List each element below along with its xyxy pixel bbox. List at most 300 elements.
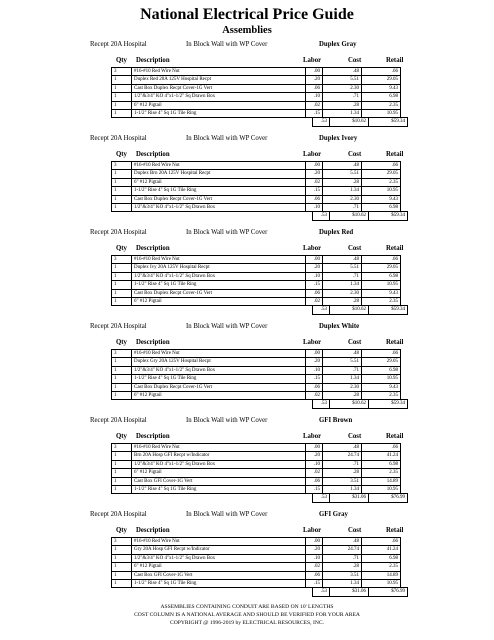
item-qty: 1 (112, 486, 132, 494)
total-retail: $76.99 (369, 588, 408, 596)
item-retail: 2.35 (362, 392, 401, 400)
item-cost: .28 (323, 298, 362, 306)
item-retail: 2.35 (362, 469, 401, 477)
item-cost: 1.34 (323, 375, 362, 383)
item-retail: 29.05 (362, 170, 401, 178)
assembly-mount: In Block Wall with WP Cover (186, 511, 268, 518)
table-row (112, 477, 401, 485)
column-header-labor: Labor (303, 57, 322, 64)
table-row (112, 460, 401, 468)
assembly-header (0, 415, 494, 426)
item-labor: .06 (306, 84, 323, 92)
item-labor: .20 (306, 546, 323, 554)
table-row (112, 178, 401, 186)
column-header-retail: Retail (386, 151, 404, 158)
total-retail: $76.99 (369, 494, 408, 502)
total-cost: $31.06 (330, 494, 369, 502)
item-qty: 1 (112, 204, 132, 212)
footer (0, 603, 494, 627)
total-cost: $31.06 (330, 588, 369, 596)
item-qty: 1 (112, 392, 132, 400)
column-headers (0, 150, 494, 160)
item-retail: 6.98 (362, 272, 401, 280)
item-description: Duplex Ivy 20A 125V Hospital Recpt (132, 264, 306, 272)
item-retail: 10.95 (362, 580, 401, 588)
assembly-header (0, 509, 494, 520)
footer-line-2: COST COLUMN IS A NATIONAL AVERAGE AND SHOULD BE VERIFIED FOR YOUR AREA (134, 612, 360, 618)
item-labor: .15 (306, 375, 323, 383)
item-cost: .71 (323, 366, 362, 374)
item-cost: .71 (323, 204, 362, 212)
item-qty: 1 (112, 460, 132, 468)
column-headers (0, 526, 494, 536)
items-table (111, 349, 401, 400)
item-cost: .71 (323, 272, 362, 280)
table-row (112, 68, 401, 76)
assembly-type: Duplex Red (319, 229, 354, 236)
table-row (112, 84, 401, 92)
totals-row (312, 399, 408, 408)
item-description: #16-#10 Red Wire Nut (132, 444, 306, 452)
item-qty: 1 (112, 298, 132, 306)
assembly-type: GFI Brown (319, 417, 353, 424)
table-row (112, 101, 401, 109)
table-row (112, 93, 401, 101)
item-labor: .20 (306, 76, 323, 84)
item-retail: 6.98 (362, 554, 401, 562)
column-header-cost: Cost (348, 527, 362, 534)
item-qty: 1 (112, 110, 132, 118)
item-labor: .02 (306, 101, 323, 109)
total-retail: $59.34 (369, 306, 408, 314)
item-description: #16-#10 Red Wire Nut (132, 256, 306, 264)
column-header-qty: Qty (116, 433, 127, 440)
total-labor: .53 (313, 118, 330, 126)
table-row (112, 264, 401, 272)
column-header-description: Description (136, 57, 170, 64)
item-labor: .02 (306, 469, 323, 477)
column-header-labor: Labor (303, 527, 322, 534)
column-header-labor: Labor (303, 339, 322, 346)
item-qty: 1 (112, 101, 132, 109)
item-description: #16-#10 Red Wire Nut (132, 68, 306, 76)
item-qty: 1 (112, 289, 132, 297)
item-cost: 1.34 (323, 187, 362, 195)
totals-row (312, 117, 408, 126)
item-retail: 10.95 (362, 110, 401, 118)
item-labor: .06 (306, 571, 323, 579)
item-retail: 29.05 (362, 358, 401, 366)
item-retail: 6.98 (362, 460, 401, 468)
table-row (112, 272, 401, 280)
item-labor: .00 (306, 256, 323, 264)
column-header-qty: Qty (116, 57, 127, 64)
item-cost: 5.51 (323, 170, 362, 178)
item-labor: .00 (306, 68, 323, 76)
item-retail: 14.89 (362, 477, 401, 485)
assembly-type: Duplex Gray (319, 41, 357, 48)
item-cost: .71 (323, 460, 362, 468)
item-description: 1/2"&3/4" KO 4"x1-1/2" Sq Drawn Box (132, 554, 306, 562)
item-retail: 10.95 (362, 486, 401, 494)
item-qty: 1 (112, 178, 132, 186)
item-labor: .15 (306, 110, 323, 118)
item-retail: .66 (362, 68, 401, 76)
item-retail: 9.43 (362, 383, 401, 391)
table-row (112, 554, 401, 562)
totals-row (312, 587, 408, 596)
item-cost: 5.51 (323, 358, 362, 366)
item-qty: 1 (112, 170, 132, 178)
assembly-mount: In Block Wall with WP Cover (186, 135, 268, 142)
assembly-location: Recept 20A Hospital (90, 229, 147, 236)
item-cost: 1.34 (323, 486, 362, 494)
item-labor: .20 (306, 358, 323, 366)
item-labor: .06 (306, 477, 323, 485)
item-cost: 2.30 (323, 195, 362, 203)
table-row (112, 350, 401, 358)
page-title: National Electrical Price Guide (140, 6, 354, 23)
assembly-mount: In Block Wall with WP Cover (186, 323, 268, 330)
item-retail: 10.95 (362, 281, 401, 289)
item-labor: .10 (306, 460, 323, 468)
item-labor: .00 (306, 538, 323, 546)
column-header-retail: Retail (386, 433, 404, 440)
total-cost: $10.62 (330, 118, 369, 126)
item-cost: 3.51 (323, 477, 362, 485)
item-labor: .10 (306, 272, 323, 280)
item-cost: 1.34 (323, 110, 362, 118)
column-headers (0, 56, 494, 66)
column-header-qty: Qty (116, 527, 127, 534)
item-retail: 6.98 (362, 204, 401, 212)
item-qty: 1 (112, 187, 132, 195)
item-retail: 10.95 (362, 375, 401, 383)
item-qty: 1 (112, 375, 132, 383)
item-qty: 1 (112, 84, 132, 92)
item-description: Duplex Gry 20A 125V Hospital Recpt (132, 358, 306, 366)
item-cost: 1.34 (323, 580, 362, 588)
item-description: Cast Box GFI Cover-1G Vert (132, 477, 306, 485)
item-retail: 2.35 (362, 101, 401, 109)
table-row (112, 281, 401, 289)
item-description: Cast Box Duplex Recpt Cover-1G Vert (132, 383, 306, 391)
item-cost: 3.51 (323, 571, 362, 579)
assembly-section (0, 321, 494, 407)
item-cost: 1.34 (323, 281, 362, 289)
item-qty: 3 (112, 68, 132, 76)
item-description: 1-1/2" Rise 4" Sq 1G Tile Ring (132, 187, 306, 195)
item-labor: .00 (306, 444, 323, 452)
item-retail: 9.43 (362, 84, 401, 92)
column-header-qty: Qty (116, 339, 127, 346)
column-header-labor: Labor (303, 151, 322, 158)
table-row (112, 546, 401, 554)
item-description: 1-1/2" Rise 4" Sq 1G Tile Ring (132, 281, 306, 289)
item-qty: 1 (112, 358, 132, 366)
total-labor: .53 (313, 494, 330, 502)
item-cost: 2.30 (323, 383, 362, 391)
assembly-location: Recept 20A Hospital (90, 135, 147, 142)
item-qty: 1 (112, 366, 132, 374)
totals-row (312, 305, 408, 314)
item-qty: 3 (112, 162, 132, 170)
table-row (112, 383, 401, 391)
item-cost: .28 (323, 563, 362, 571)
column-header-cost: Cost (348, 433, 362, 440)
column-header-description: Description (136, 151, 170, 158)
item-description: #16-#10 Red Wire Nut (132, 538, 306, 546)
item-qty: 1 (112, 76, 132, 84)
assembly-location: Recept 20A Hospital (90, 323, 147, 330)
item-description: #16-#10 Red Wire Nut (132, 350, 306, 358)
item-cost: .28 (323, 101, 362, 109)
item-description: 6" #12 Pigtail (132, 298, 306, 306)
assembly-mount: In Block Wall with WP Cover (186, 229, 268, 236)
table-row (112, 187, 401, 195)
item-description: 1/2"&3/4" KO 4"x1-1/2" Sq Drawn Box (132, 460, 306, 468)
assembly-section (0, 133, 494, 219)
assembly-location: Recept 20A Hospital (90, 417, 147, 424)
item-qty: 1 (112, 281, 132, 289)
assembly-section (0, 39, 494, 125)
item-qty: 3 (112, 350, 132, 358)
assembly-section (0, 509, 494, 595)
column-header-description: Description (136, 245, 170, 252)
item-description: 6" #12 Pigtail (132, 563, 306, 571)
column-header-cost: Cost (348, 151, 362, 158)
footer-line-1: ASSEMBLIES CONTAINING CONDUIT ARE BASED ON 10' LENGTHS (160, 604, 334, 610)
item-description: 1/2"&3/4" KO 4"x1-1/2" Sq Drawn Box (132, 204, 306, 212)
assembly-header (0, 227, 494, 238)
item-cost: 24.74 (323, 452, 362, 460)
item-retail: 14.89 (362, 571, 401, 579)
table-row (112, 162, 401, 170)
item-labor: .06 (306, 383, 323, 391)
item-labor: .10 (306, 204, 323, 212)
item-cost: 2.30 (323, 289, 362, 297)
assembly-type: Duplex Ivory (319, 135, 358, 142)
item-qty: 1 (112, 546, 132, 554)
items-table (111, 537, 401, 588)
item-labor: .15 (306, 486, 323, 494)
item-retail: .66 (362, 538, 401, 546)
item-description: 1-1/2" Rise 4" Sq 1G Tile Ring (132, 110, 306, 118)
item-labor: .10 (306, 93, 323, 101)
column-header-retail: Retail (386, 245, 404, 252)
totals-row (312, 493, 408, 502)
table-row (112, 256, 401, 264)
item-labor: .20 (306, 264, 323, 272)
footer-line-3: COPYRIGHT @ 1996-2019 by ELECTRICAL RESOURCES, INC. (169, 620, 324, 626)
column-headers (0, 244, 494, 254)
item-labor: .02 (306, 298, 323, 306)
item-description: 1/2"&3/4" KO 4"x1-1/2" Sq Drawn Box (132, 272, 306, 280)
item-labor: .06 (306, 289, 323, 297)
item-labor: .00 (306, 350, 323, 358)
total-labor: .53 (313, 306, 330, 314)
items-table (111, 443, 401, 494)
column-header-cost: Cost (348, 339, 362, 346)
column-header-qty: Qty (116, 245, 127, 252)
page-subtitle: Assemblies (222, 25, 272, 36)
item-qty: 1 (112, 469, 132, 477)
items-table (111, 67, 401, 118)
item-description: 6" #12 Pigtail (132, 469, 306, 477)
total-retail: $59.34 (369, 212, 408, 220)
item-retail: 29.05 (362, 76, 401, 84)
item-qty: 1 (112, 452, 132, 460)
item-labor: .20 (306, 452, 323, 460)
table-row (112, 366, 401, 374)
assembly-mount: In Block Wall with WP Cover (186, 417, 268, 424)
table-row (112, 538, 401, 546)
column-header-labor: Labor (303, 433, 322, 440)
totals-row (312, 211, 408, 220)
column-header-cost: Cost (348, 245, 362, 252)
assembly-location: Recept 20A Hospital (90, 41, 147, 48)
item-retail: 10.95 (362, 187, 401, 195)
item-description: Cast Box Duplex Recpt Cover-1G Vert (132, 289, 306, 297)
item-qty: 3 (112, 444, 132, 452)
assembly-header (0, 133, 494, 144)
item-cost: .71 (323, 93, 362, 101)
item-retail: 6.98 (362, 93, 401, 101)
table-row (112, 76, 401, 84)
item-cost: .28 (323, 469, 362, 477)
item-labor: .02 (306, 392, 323, 400)
total-cost: $10.62 (330, 306, 369, 314)
items-table (111, 161, 401, 212)
column-header-description: Description (136, 527, 170, 534)
item-retail: .66 (362, 162, 401, 170)
item-description: 1-1/2" Rise 4" Sq 1G Tile Ring (132, 375, 306, 383)
item-description: Duplex Brn 20A 125V Hospital Recpt (132, 170, 306, 178)
item-cost: .71 (323, 554, 362, 562)
assembly-type: GFI Gray (319, 511, 348, 518)
total-cost: $10.62 (330, 400, 369, 408)
item-labor: .20 (306, 170, 323, 178)
item-description: Duplex Red 20A 125V Hospital Recpt (132, 76, 306, 84)
item-qty: 1 (112, 93, 132, 101)
item-cost: 24.74 (323, 546, 362, 554)
item-qty: 1 (112, 383, 132, 391)
item-description: 1/2"&3/4" KO 4"x1-1/2" Sq Drawn Box (132, 93, 306, 101)
item-description: Gry 20A Hosp GFI Recpt w/Indicator (132, 546, 306, 554)
item-description: 6" #12 Pigtail (132, 178, 306, 186)
item-labor: .02 (306, 563, 323, 571)
table-row (112, 375, 401, 383)
assembly-section (0, 227, 494, 313)
item-retail: .66 (362, 444, 401, 452)
assembly-type: Duplex White (319, 323, 360, 330)
column-header-retail: Retail (386, 57, 404, 64)
item-cost: .48 (323, 162, 362, 170)
item-description: Brn 20A Hosp GFI Recpt w/Indicator (132, 452, 306, 460)
item-qty: 1 (112, 264, 132, 272)
column-header-retail: Retail (386, 527, 404, 534)
item-labor: .15 (306, 281, 323, 289)
item-cost: .28 (323, 392, 362, 400)
assembly-section (0, 415, 494, 501)
item-qty: 1 (112, 477, 132, 485)
table-row (112, 289, 401, 297)
total-labor: .53 (313, 588, 330, 596)
item-retail: 9.43 (362, 195, 401, 203)
item-labor: .10 (306, 366, 323, 374)
item-cost: .28 (323, 178, 362, 186)
column-header-qty: Qty (116, 151, 127, 158)
item-labor: .00 (306, 162, 323, 170)
item-cost: .48 (323, 444, 362, 452)
item-qty: 1 (112, 571, 132, 579)
item-retail: .66 (362, 256, 401, 264)
column-header-labor: Labor (303, 245, 322, 252)
item-cost: .48 (323, 538, 362, 546)
item-description: #16-#10 Red Wire Nut (132, 162, 306, 170)
item-cost: .48 (323, 256, 362, 264)
item-qty: 3 (112, 256, 132, 264)
item-qty: 1 (112, 554, 132, 562)
assembly-mount: In Block Wall with WP Cover (186, 41, 268, 48)
item-description: 1-1/2" Rise 4" Sq 1G Tile Ring (132, 486, 306, 494)
item-description: Cast Box Duplex Recpt Cover-1G Vert (132, 84, 306, 92)
table-row (112, 571, 401, 579)
item-description: 6" #12 Pigtail (132, 392, 306, 400)
item-retail: 2.35 (362, 178, 401, 186)
items-table (111, 255, 401, 306)
item-labor: .10 (306, 554, 323, 562)
item-description: Cast Box Duplex Recpt Cover-1G Vert (132, 195, 306, 203)
item-cost: .48 (323, 68, 362, 76)
item-qty: 1 (112, 580, 132, 588)
item-description: 1/2"&3/4" KO 4"x1-1/2" Sq Drawn Box (132, 366, 306, 374)
item-labor: .06 (306, 195, 323, 203)
item-labor: .15 (306, 187, 323, 195)
item-retail: 2.35 (362, 563, 401, 571)
item-retail: 41.24 (362, 452, 401, 460)
table-row (112, 563, 401, 571)
item-description: 6" #12 Pigtail (132, 101, 306, 109)
assembly-header (0, 39, 494, 50)
item-cost: 5.51 (323, 264, 362, 272)
item-qty: 1 (112, 272, 132, 280)
item-description: Cast Box GFI Cover-1G Vert (132, 571, 306, 579)
column-header-retail: Retail (386, 339, 404, 346)
table-row (112, 358, 401, 366)
item-labor: .15 (306, 580, 323, 588)
assembly-location: Recept 20A Hospital (90, 511, 147, 518)
item-qty: 3 (112, 538, 132, 546)
assembly-header (0, 321, 494, 332)
item-retail: 9.43 (362, 289, 401, 297)
column-headers (0, 432, 494, 442)
item-retail: 2.35 (362, 298, 401, 306)
item-retail: .66 (362, 350, 401, 358)
total-labor: .53 (313, 212, 330, 220)
column-header-description: Description (136, 433, 170, 440)
table-row (112, 452, 401, 460)
total-cost: $10.62 (330, 212, 369, 220)
total-retail: $59.34 (369, 118, 408, 126)
table-row (112, 170, 401, 178)
item-cost: 5.51 (323, 76, 362, 84)
table-row (112, 469, 401, 477)
column-header-cost: Cost (348, 57, 362, 64)
column-headers (0, 338, 494, 348)
item-cost: .48 (323, 350, 362, 358)
total-labor: .53 (313, 400, 330, 408)
